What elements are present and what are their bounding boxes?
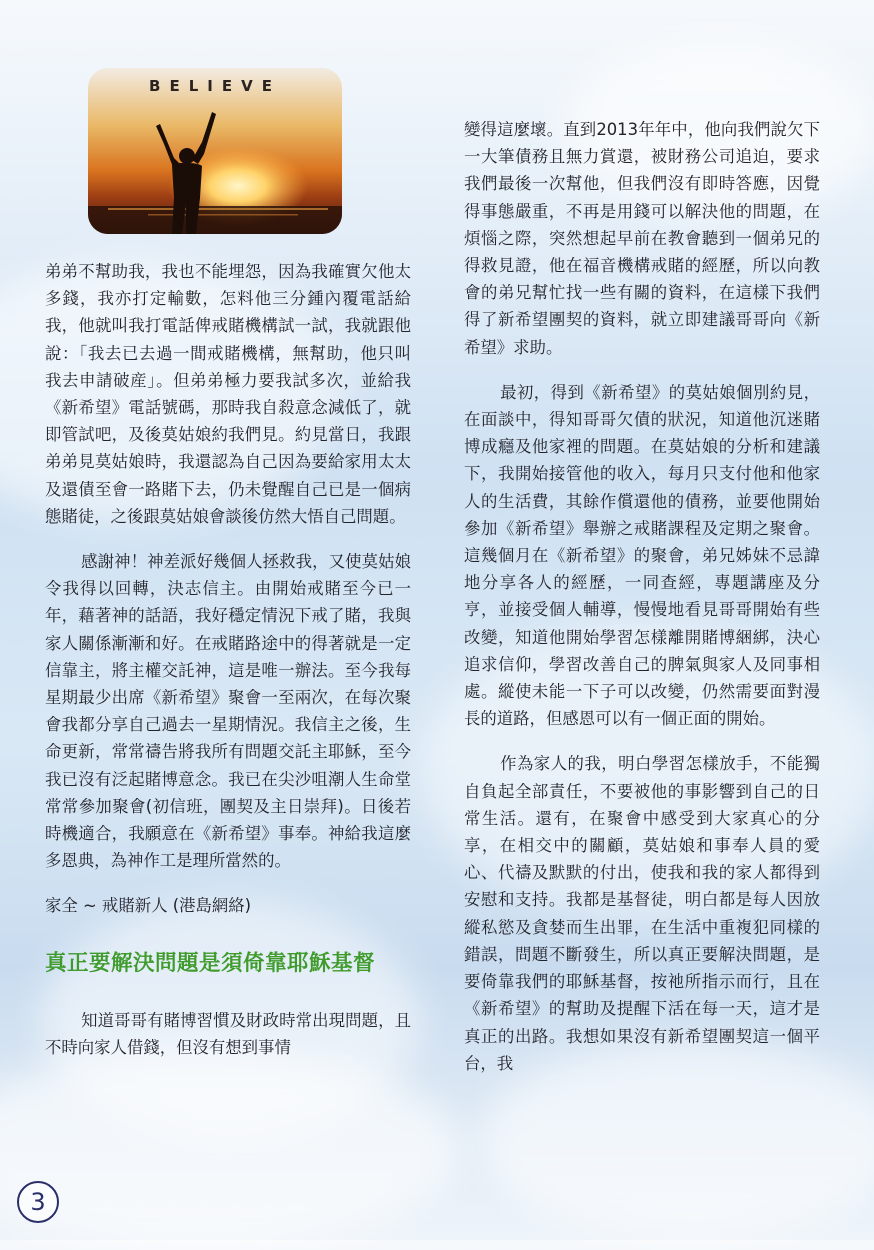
section-heading: 真正要解決問題是須倚靠耶穌基督 (45, 950, 376, 976)
right-paragraph-3: 作為家人的我，明白學習怎樣放手，不能獨自負起全部責任，不要被他的事影響到自己的日常生活。還有，在聚會中感受到大家真心的分享，在相交中的關顧，莫姑娘和事奉人員的愛心、代禱及默默的付出，使我和我的家人都得到安慰和支持。我都是基督徒，明白都是每人因放縱私慾及貪婪而生出罪，在生活中重複犯同樣的錯誤，問題不斷發生，所以真正要解決問題，是要倚靠我們的耶穌基督，按祂所指示而行，且在《新希望》的幫助及提醒下活在每一天，這才是真正的出路。我想如果沒有新希望團契這一個平台，我 (464, 754, 820, 1073)
left-paragraph-1: 弟弟不幫助我，我也不能埋怨，因為我確實欠他太多錢，我亦打定輸數，怎料他三分鍾內覆電話給我，他就叫我打電話俾戒賭機構試一試，我就跟他說：「我去已去過一間戒賭機構，無幫助，他只叫我去申請破産」。但弟弟極力要我試多次，並給我《新希望》電話號碼，那時我自殺意念減低了，就即管試吧，及後莫姑娘約我們見。約見當日，我跟弟弟見莫姑娘時，我還認為自己因為要給家用太太及還債至會一路賭下去，仍未覺醒自己已是一個病態賭徒，之後跟莫姑娘會談後仿然大悟自己問題。 (45, 262, 411, 526)
page-number-badge: 3 (17, 1181, 59, 1223)
left-column (45, 258, 411, 1079)
author-signature: 家全 ~ 戒賭新人 (港島網絡) (45, 896, 252, 916)
believe-photo (88, 68, 342, 234)
left-paragraph-3: 知道哥哥有賭博習慣及財政時常出現問題，且不時向家人借錢，但沒有想到事情 (45, 1010, 411, 1058)
left-paragraph-2: 感謝神！神差派好幾個人拯救我，又使莫姑娘令我得以回轉，決志信主。由開始戒賭至今已一年，藉著神的話語，我好穩定情況下戒了賭，我與家人關係漸漸和好。在戒賭路途中的得著就是一定信靠主，將主權交託神，這是唯一辦法。至今我每星期最少出席《新希望》聚會一至兩次，在每次聚會我都分享自己過去一星期情況。我信主之後，生命更新，常常禱告將我所有問題交託主耶穌，至今我已沒有泛起賭博意念。我已在尖沙咀潮人生命堂常常參加聚會(初信班，團契及主日崇拜)。日後若時機適合，我願意在《新希望》事奉。神給我這麼多恩典，為神作工是理所當然的。 (45, 552, 411, 871)
right-paragraph-1: 變得這麼壞。直到2013年年中，他向我們說欠下一大筆債務且無力賞還，被財務公司追迫，要求我們最後一次幫他，但我們沒有即時答應，因覺得事態嚴重，不再是用錢可以解決他的問題，在煩惱之際，突然想起早前在教會聽到一個弟兄的得救見證，他在福音機構戒賭的經歷，所以向教會的弟兄幫忙找一些有關的資料，在這樣下我們得了新希望團契的資料，就立即建議哥哥向《新希望》求助。 (464, 120, 820, 357)
right-column (464, 116, 820, 1095)
right-paragraph-2: 最初，得到《新希望》的莫姑娘個別約見，在面談中，得知哥哥欠債的狀況，知道他沉迷賭博成癮及他家裡的問題。在莫姑娘的分析和建議下，我開始接管他的收入，每月只支付他和他家人的生活費，其餘作償還他的債務，並要他開始參加《新希望》舉辦之戒賭課程及定期之聚會。這幾個月在《新希望》的聚會，弟兄姊妹不忌諱地分享各人的經歷，一同查經，專題講座及分亨，並接受個人輔導，慢慢地看見哥哥開始有些改變，知道他開始學習怎樣離開賭博綑綁，決心追求信仰，學習改善自己的脾氣與家人及同事相處。縱使未能一下子可以改變，仍然需要面對漫長的道路，但感恩可以有一個正面的開始。 (464, 382, 820, 729)
believe-caption: BELIEVE (149, 77, 281, 95)
